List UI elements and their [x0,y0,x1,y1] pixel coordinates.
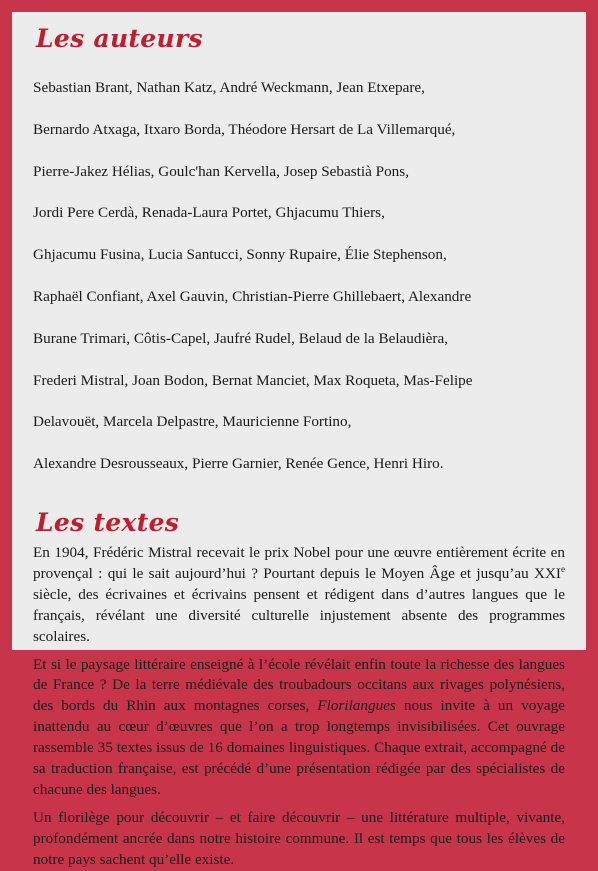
authors-line: Pierre-Jakez Hélias, Goulc'han Kervella, Josep Sebastià Pons, [33,162,409,180]
paragraph-1-end: siècle, des écrivaines et écrivains pensent et rédigent dans d’autres langues que le français, révélant une diversité culturelle injustement absente des programmes scolaires. [33,585,565,645]
paragraph-2-start: Et si le paysage littéraire enseigné à l’école révélait enfin toute la richesse des langues de France ? De la terre médiévale des troubadours occitans aux rivages polynésiens, des bords du Rhin aux montagnes corses, [33,655,565,715]
authors-line: Jordi Pere Cerdà, Renada-Laura Portet, Ghjacumu Thiers, [33,204,385,222]
paragraph-2-end: nous invite à un voyage inattendu au cœur d’œuvres que l’on a trop longtemps invisibilisées. Cet ouvrage rassemble 35 textes issus de 16 domaines linguistiques. Chaque extrait, accompagné de sa traduction française, est précédé d’une présentation rédigée par des spécialistes de chacune des langues. [33,697,565,798]
century-superscript: e [561,563,565,574]
authors-line: Sebastian Brant, Nathan Katz, André Weckmann, Jean Etxepare, [33,78,425,96]
authors-line: Raphaël Confiant, Axel Gauvin, Christian-Pierre Ghillebaert, Alexandre [33,287,472,305]
authors-line: Frederi Mistral, Joan Bodon, Bernat Manciet, Max Roqueta, Mas-Felipe [33,371,473,389]
paragraph-1-start: En 1904, Frédéric Mistral recevait le prix Nobel pour une œuvre entièrement écrite en provençal : qui le sait aujourd’hui ? Pourtant depuis le Moyen Âge et jusqu’au [33,544,565,582]
content-panel [12,12,586,868]
authors-line: Ghjacumu Fusina, Lucia Santucci, Sonny Rupaire, Élie Stephenson, [33,246,447,264]
paragraph-1 [33,543,565,648]
paragraph-2 [33,655,565,801]
authors-list [33,57,565,496]
authors-line: Burane Trimari, Côtis-Capel, Jaufré Rudel, Belaud de la Belaudièra, [33,329,449,347]
authors-line: Alexandre Desrousseaux, Pierre Garnier, Renée Gence, Henri Hiro. [33,455,444,473]
century-numeral: XXI [534,564,561,582]
book-title: Florilangues [317,697,396,715]
texts-heading: Les textes [36,508,180,538]
authors-line: Delavouët, Marcela Delpastre, Mauricienne Fortino, [33,413,352,431]
authors-heading: Les auteurs [36,24,203,53]
authors-line: Bernardo Atxaga, Itxaro Borda, Théodore Hersart de La Villemarqué, [33,120,456,138]
paragraph-3: Un florilège pour découvrir – et faire découvrir – une littérature multiple, vivante, profondément ancrée dans notre histoire commune. Il est temps que tous les élèves de notre pays sachent qu’elle existe. [33,808,565,868]
